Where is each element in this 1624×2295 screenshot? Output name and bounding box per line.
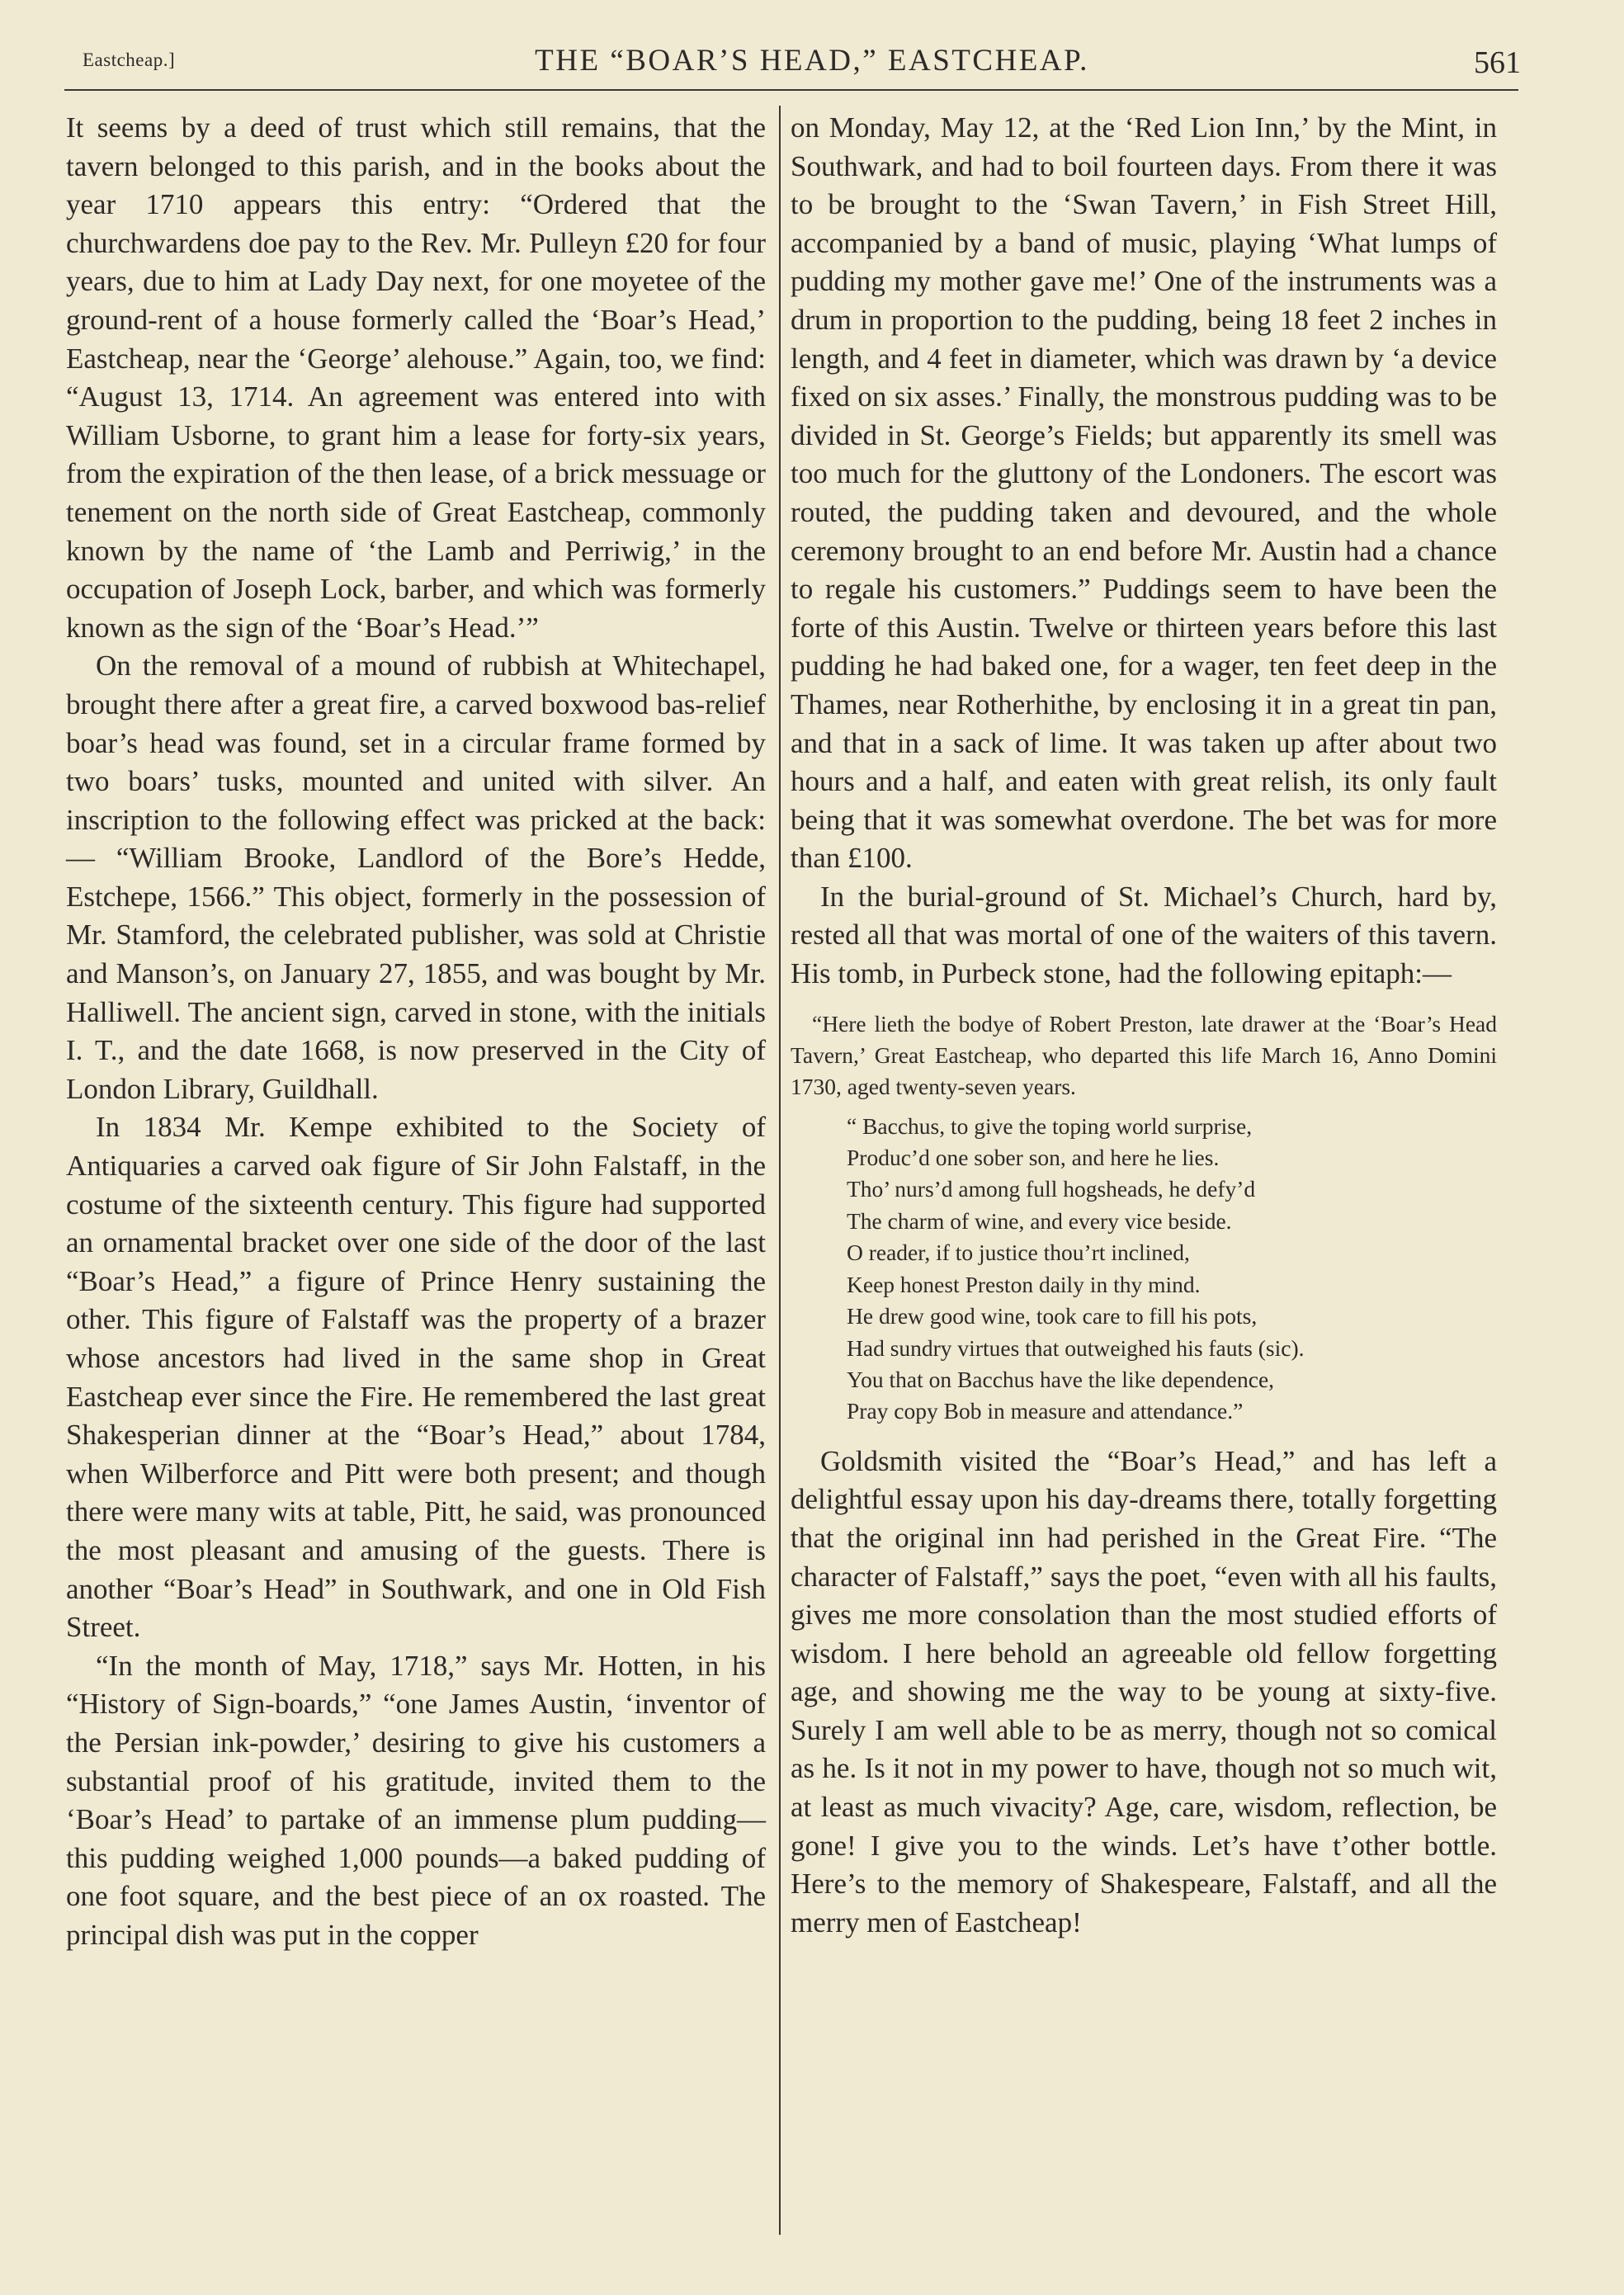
verse-line: Keep honest Preston daily in thy mind. (847, 1271, 1201, 1297)
verse-line: The charm of wine, and every vice beside. (847, 1207, 1232, 1234)
column-divider (779, 106, 781, 2235)
right-paragraph-3: Goldsmith visited the “Boar’s Head,” and has left a delightful essay upon his day-dreams there, totally forgetting that the original inn had perished in the Great Fire. “The character of Falstaff,” says the poet, “even with all his faults, gives me more consolation than the most studied efforts of wisdom. I here behold an agreeable old fellow forgetting age, and showing me the way to be young at sixty-five. Surely I am well able to be as merry, though not so comical as he. Is it not in my power to have, though not so much wit, at least as much vivacity? Age, care, wisdom, reflection, be gone! I give you to the winds. Let’s have t’other bottle. Here’s to the memory of Shakespeare, Falstaff, and all the merry men of Eastcheap! (791, 1444, 1497, 1938)
verse-line: O reader, if to justice thou’rt inclined, (847, 1240, 1190, 1266)
verse-line: Pray copy Bob in measure and attendance.” (847, 1398, 1244, 1424)
left-paragraph-3: In 1834 Mr. Kempe exhibited to the Society of Antiquaries a carved oak figure of Sir John Falstaff, in the costume of the sixteenth century. This figure had supported an ornamental bracket over one side of the door of the last “Boar’s Head,” a figure of Prince Henry sustaining the other. This figure of Falstaff was the property of a brazer whose ancestors had lived in the same shop in Great Eastcheap ever since the Fire. He remembered the last great Shakesperian dinner at the “Boar’s Head,” about 1784, when Wilberforce and Pitt were both present; and though there were many wits at table, Pitt, he said, was pronounced the most pleasant and amusing of the guests. There is another “Boar’s Head” in Southwark, and one in Old Fish Street. (66, 1111, 766, 1644)
verse-line: Had sundry virtues that outweighed his fauts (sic). (847, 1334, 1305, 1361)
left-column (66, 109, 766, 1955)
left-paragraph-1: It seems by a deed of trust which still remains, that the tavern belonged to this parish, and in the books about the year 1710 appears this entry: “Ordered that the churchwardens doe pay to the Rev. Mr. Pulleyn £20 for four years, due to him at Lady Day next, for one moyetee of the ground-rent of a house formerly called the ‘Boar’s Head,’ Eastcheap, near the ‘George’ alehouse.” Again, too, we find: “August 13, 1714. An agreement was entered into with William Usborne, to grant him a lease for forty-six years, from the expiration of the then lease, of a brick messuage or tenement on the north side of Great Eastcheap, commonly known by the name of ‘the Lamb and Perriwig,’ in the occupation of Joseph Lock, barber, and which was formerly known as the sign of the ‘Boar’s Head.’” (66, 111, 766, 644)
verse-line: You that on Bacchus have the like dependence, (847, 1366, 1275, 1392)
running-head-left: Eastcheap.] (83, 50, 176, 70)
epitaph-block (791, 1008, 1497, 1103)
page-title: THE “BOAR’S HEAD,” EASTCHEAP. (535, 44, 1089, 78)
verse-line: He drew good wine, took care to fill his pots, (847, 1303, 1258, 1329)
page-number: 561 (1474, 45, 1521, 80)
verse-line: Tho’ nurs’d among full hogsheads, he defy’d (847, 1176, 1256, 1202)
verse-line: “ Bacchus, to give the toping world surprise, (847, 1112, 1253, 1139)
right-paragraph-1: on Monday, May 12, at the ‘Red Lion Inn,’ by the Mint, in Southwark, and had to boil fourteen days. From there it was to be brought to the ‘Swan Tavern,’ in Fish Street Hill, accompanied by a band of music, playing ‘What lumps of pudding my mother gave me!’ One of the instruments was a drum in proportion to the pudding, being 18 feet 2 inches in length, and 4 feet in diameter, which was drawn by ‘a device fixed on six asses.’ Finally, the monstrous pudding was to be divided in St. George’s Fields; but apparently its smell was too much for the gluttony of the Londoners. The escort was routed, the pudding taken and devoured, and the whole ceremony brought to an end before Mr. Austin had a chance to regale his customers.” Puddings seem to have been the forte of this Austin. Twelve or thirteen years before this last pudding he had baked one, for a wager, ten feet deep in the Thames, near Rotherhithe, by enclosing it in a great tin pan, and that in a sack of lime. It was taken up after about two hours and a half, and eaten with great relish, its only fault being that it was somewhat overdone. The bet was for more than £100. (791, 111, 1497, 875)
right-paragraph-2: In the burial-ground of St. Michael’s Church, hard by, rested all that was mortal of one of the waiters of this tavern. His tomb, in Purbeck stone, had the following epitaph:— (791, 880, 1497, 990)
page-header (0, 0, 1624, 91)
epitaph-prose: “Here lieth the bodye of Robert Preston, late drawer at the ‘Boar’s Head Tavern,’ Great Eastcheap, who departed this life March 16, Anno Domini 1730, aged twenty-seven years. (791, 1010, 1497, 1099)
header-rule (64, 89, 1518, 91)
epitaph-verse (847, 1111, 1497, 1428)
left-paragraph-2: On the removal of a mound of rubbish at Whitechapel, brought there after a great fire, a carved boxwood bas-relief boar’s head was found, set in a circular frame formed by two boars’ tusks, mounted and united with silver. An inscription to the following effect was pricked at the back:— “William Brooke, Landlord of the Bore’s Hedde, Estchepe, 1566.” This object, formerly in the possession of Mr. Stamford, the celebrated publisher, was sold at Christie and Manson’s, on January 27, 1855, and was bought by Mr. Halliwell. The ancient sign, carved in stone, with the initials I. T., and the date 1668, is now preserved in the City of London Library, Guildhall. (66, 649, 766, 1105)
right-column (791, 109, 1497, 1942)
verse-line: Produc’d one sober son, and here he lies. (847, 1145, 1220, 1171)
left-paragraph-4: “In the month of May, 1718,” says Mr. Hotten, in his “History of Sign-boards,” “one James Austin, ‘inventor of the Persian ink-powder,’ desiring to give his customers a substantial proof of his gratitude, invited them to the ‘Boar’s Head’ to partake of an immense plum pudding—this pudding weighed 1,000 pounds—a baked pudding of one foot square, and the best piece of an ox roasted. The principal dish was put in the copper (66, 1649, 766, 1951)
